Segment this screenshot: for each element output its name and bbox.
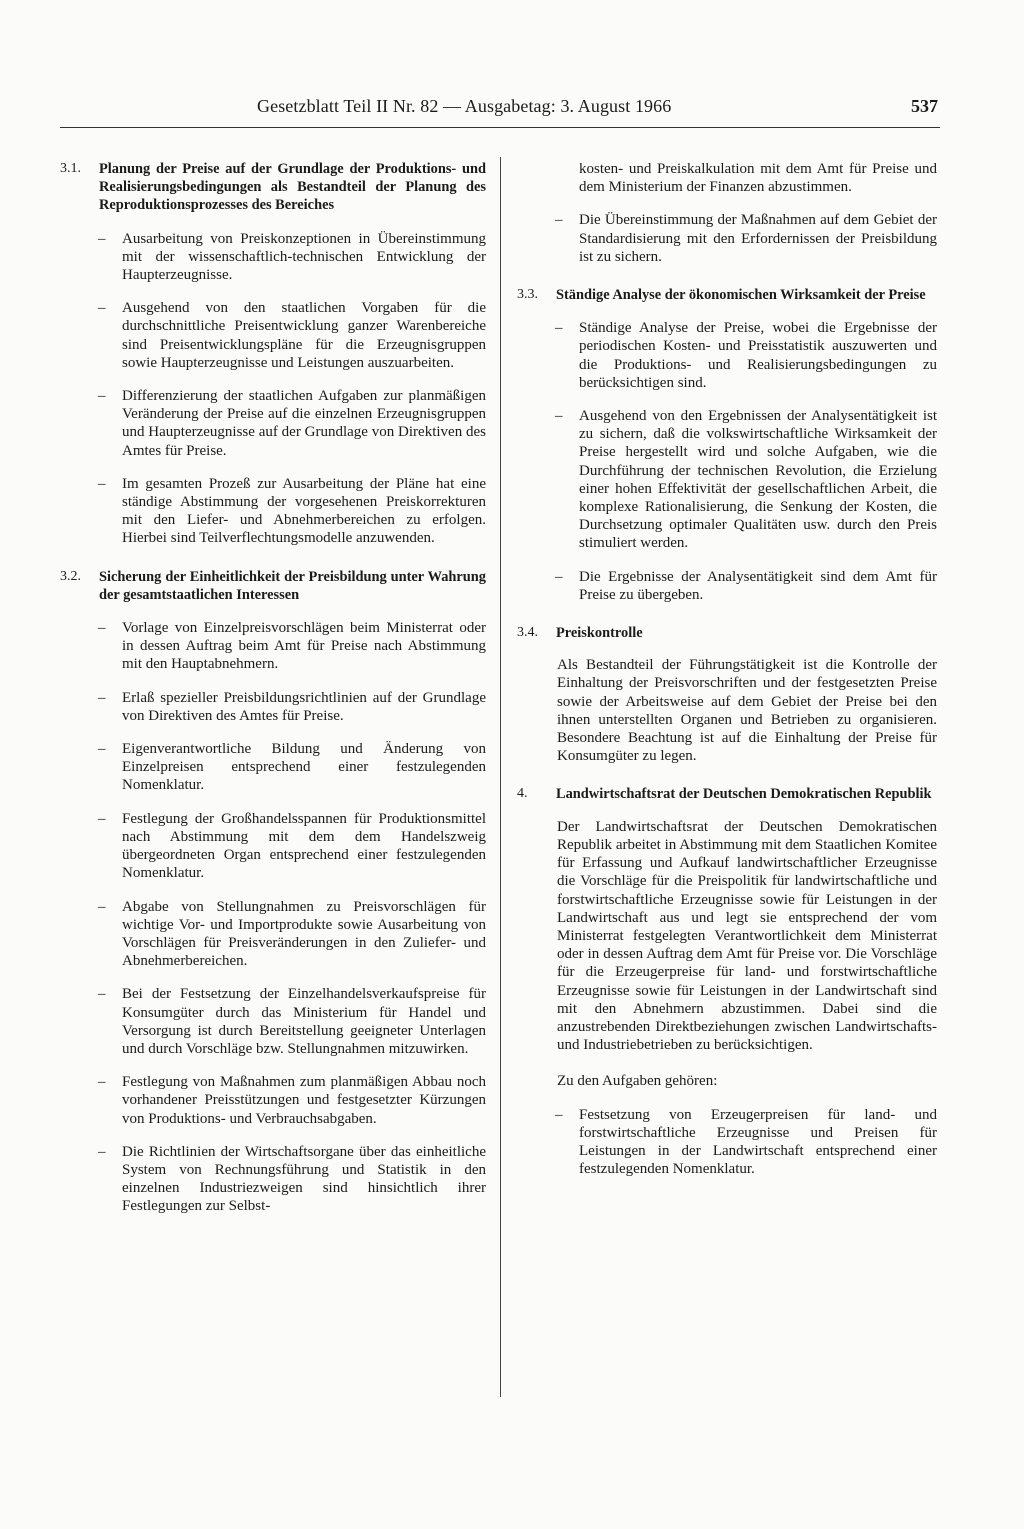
dash: –: [555, 568, 563, 585]
list-item: [60, 619, 486, 674]
dash: –: [98, 689, 106, 706]
section-number: 3.1.: [60, 161, 81, 176]
right-column: [517, 160, 937, 1178]
list-item: [60, 299, 486, 372]
dash: –: [98, 1143, 106, 1160]
section-heading: Preiskontrolle: [556, 625, 643, 642]
list-item: [517, 568, 937, 604]
list-item-text: Eigenverantwortliche Bildung und Änderung von Einzelpreisen entsprechend einer festzulegenden Nomenklatur.: [122, 741, 486, 794]
section-number: 3.4.: [517, 625, 538, 641]
list-item: [60, 898, 486, 971]
tasks-intro: Zu den Aufgaben gehören:: [557, 1073, 718, 1090]
section-number: 3.2.: [60, 568, 81, 584]
list-item: [517, 407, 937, 553]
dash: –: [555, 320, 563, 337]
list-item: [517, 319, 937, 392]
section-4: [517, 785, 937, 803]
list-item-text: Die Übereinstimmung der Maßnahmen auf dem Gebiet der Standardisierung mit den Erfordernissen der Preisbildung ist zu sichern.: [579, 212, 937, 265]
list-item-text: Differenzierung der staatlichen Aufgaben zur planmäßigen Veränderung der Preise auf die einzelnen Erzeugnisgruppen und Haupterzeugnisse auf der Grundlage von Direktiven des Amtes für Preise.: [122, 388, 486, 459]
list-item-text: Im gesamten Prozeß zur Ausarbeitung der Pläne hat eine ständige Abstimmung der vorgesehenen Preiskorrekturen mit den Liefer- und Abnehmerbereichen zu erfolgen. Hierbei sind Teilverflechtungsmodelle anzuwenden.: [122, 475, 486, 547]
gazette-title: Gesetzblatt Teil II Nr. 82 — Ausgabetag: 3. August 1966: [257, 96, 672, 116]
list-item-text: Ständige Analyse der Preise, wobei die Ergebnisse der periodischen Kosten- und Preisstatistik auszuwerten und die Produktions- und Realisierungsbedingungen zu berücksichtigen sind.: [579, 320, 937, 391]
list-item-text: Die Ergebnisse der Analysentätigkeit sind dem Amt für Preise zu übergeben.: [579, 568, 937, 603]
list-item-text: Vorlage von Einzelpreisvorschlägen beim Ministerrat oder in dessen Auftrag beim Amt für Preise nach Abstimmung mit den Hauptabnehmern.: [122, 620, 486, 673]
left-column: [60, 160, 486, 1216]
list-item: [60, 1143, 486, 1216]
list-item-text: Ausgehend von den staatlichen Vorgaben für die durchschnittliche Preisentwicklung ganzer Warenbereiche sind Preisentwicklungspläne für die Erzeugnisgruppen sowie Haupterzeugnisse und Leistungen auszuarbeiten.: [122, 300, 486, 371]
list-item-text: Ausarbeitung von Preiskonzeptionen in Übereinstimmung mit der wissenschaftlich-technischen Entwicklung der Haupterzeugnisse.: [122, 230, 486, 284]
section-heading: Sicherung der Einheitlichkeit der Preisbildung unter Wahrung der gesamtstaatlichen Interessen: [99, 568, 486, 603]
dash: –: [98, 810, 106, 827]
column-divider: [500, 157, 501, 1397]
header-rule: [60, 127, 940, 128]
section-3-3: [517, 286, 937, 304]
section-number: 4.: [517, 786, 528, 802]
page-number: 537: [911, 96, 938, 116]
section-3-2: [60, 568, 486, 604]
list-item-text: Festsetzung von Erzeugerpreisen für land- und forstwirtschaftliche Erzeugnisse und Preisen für Leistungen in der Landwirtschaft entsprechend einer festzulegenden Nomenklatur.: [579, 1106, 937, 1178]
list-item: [517, 211, 937, 266]
list-item-text: Bei der Festsetzung der Einzelhandelsverkaufspreise für Konsumgüter durch das Ministerium für Handel und Versorgung ist durch Bereitstellung geeigneter Unterlagen und durch Vorschläge bzw. Stellungnahmen mitzuwirken.: [122, 986, 486, 1057]
list-item: [60, 689, 486, 725]
list-item: [60, 230, 486, 285]
dash: –: [555, 212, 563, 229]
dash: –: [98, 388, 106, 405]
list-item: [60, 387, 486, 460]
section-3-4: [517, 624, 937, 642]
list-item: [60, 740, 486, 795]
list-item-text: Festlegung der Großhandelsspannen für Produktionsmittel nach Abstimmung mit dem dem Handelszweig übergeordneten Organ entsprechend einer festzulegenden Nomenklatur.: [122, 810, 486, 882]
dash: –: [555, 408, 563, 425]
list-item-text: Abgabe von Stellungnahmen zu Preisvorschlägen für wichtige Vor- und Importprodukte sowie Ausarbeitung von Vorschlägen für Preisveränderungen in den Zuliefer- und Abnehmerbereichen.: [122, 898, 486, 970]
section-heading: Ständige Analyse der ökonomischen Wirksamkeit der Preise: [556, 287, 926, 304]
dash: –: [98, 986, 106, 1003]
section-paragraph: Als Bestandteil der Führungstätigkeit ist die Kontrolle der Einhaltung der Preisvorschriften und der festgesetzten Preise sowie der Arbeitsweise auf dem Gebiet der Preise bei den ihnen unterstellten Organen und Betrieben zu organisieren. Besondere Beachtung ist auf die Einhaltung der Preise für Konsumgüter zu legen.: [557, 657, 937, 765]
list-item: [60, 1073, 486, 1128]
section-3-1: [60, 160, 486, 215]
list-item-text: Die Richtlinien der Wirtschaftsorgane über das einheitliche System von Rechnungsführung und Statistik in den einzelnen Industriezweigen sind hinsichtlich ihrer Festlegungen zur Selbst-: [122, 1143, 486, 1215]
dash: –: [98, 1074, 106, 1091]
section-number: 3.3.: [517, 287, 538, 303]
list-item-text: Erlaß spezieller Preisbildungsrichtlinien auf der Grundlage von Direktiven des Amtes für Preise.: [122, 689, 486, 724]
list-item: [60, 810, 486, 883]
list-item: [517, 1106, 937, 1179]
list-item-text: Festlegung von Maßnahmen zum planmäßigen Abbau noch vorhandener Preisstützungen und festgesetzter Kürzungen von Produktions- und Verbrauchsabgaben.: [122, 1074, 486, 1127]
dash: –: [98, 300, 106, 317]
dash: –: [98, 475, 106, 492]
section-heading: Planung der Preise auf der Grundlage der Produktions- und Realisierungsbedingungen als Bestandteil der Planung des Reproduktionsprozesses des Bereiches: [99, 161, 486, 214]
section-paragraph: Der Landwirtschaftsrat der Deutschen Demokratischen Republik arbeitet in Abstimmung mit dem Staatlichen Komitee für Erfassung und Aufkauf landwirtschaftlicher Erzeugnisse die Vorschläge für die Preispolitik für landwirtschaftliche und forstwirtschaftliche Erzeugnisse sowie für Leistungen in der Landwirtschaft aus und legt sie entsprechend der vom Ministerrat festgelegten Verantwortlichkeit dem Ministerrat oder in dessen Auftrag dem Amt für Preise vor. Die Vorschläge für die Erzeugerpreise für land- und forstwirtschaftliche Erzeugnisse sowie für Leistungen in der Landwirtschaft sind mit den Abnehmern abzustimmen. Dabei sind die anzustrebenden Direktbeziehungen zwischen Landwirtschafts- und Industriebetrieben zu berücksichtigen.: [557, 818, 937, 1054]
dash: –: [98, 230, 106, 247]
list-item: [60, 985, 486, 1058]
list-item-text: Ausgehend von den Ergebnissen der Analysentätigkeit ist zu sichern, daß die volkswirtschaftliche Wirksamkeit der Preise hergestellt wird und solche Aufgaben, wie die Durchführung der technischen Revolution, die Erzielung einer hohen Effektivität der gesellschaftlichen Arbeit, die komplexe Rationalisierung, die Senkung der Kosten, die Durchsetzung optimaler Qualitäten usw. durch den Preis stimuliert werden.: [579, 408, 937, 552]
list-item: [60, 475, 486, 548]
continued-text: kosten- und Preiskalkulation mit dem Amt für Preise und dem Ministerium der Finanzen abzustimmen.: [579, 161, 937, 196]
section-heading: Landwirtschaftsrat der Deutschen Demokratischen Republik: [556, 786, 932, 803]
page-header: [62, 96, 938, 122]
dash: –: [98, 620, 106, 637]
dash: –: [555, 1106, 563, 1123]
dash: –: [98, 898, 106, 915]
dash: –: [98, 741, 106, 758]
